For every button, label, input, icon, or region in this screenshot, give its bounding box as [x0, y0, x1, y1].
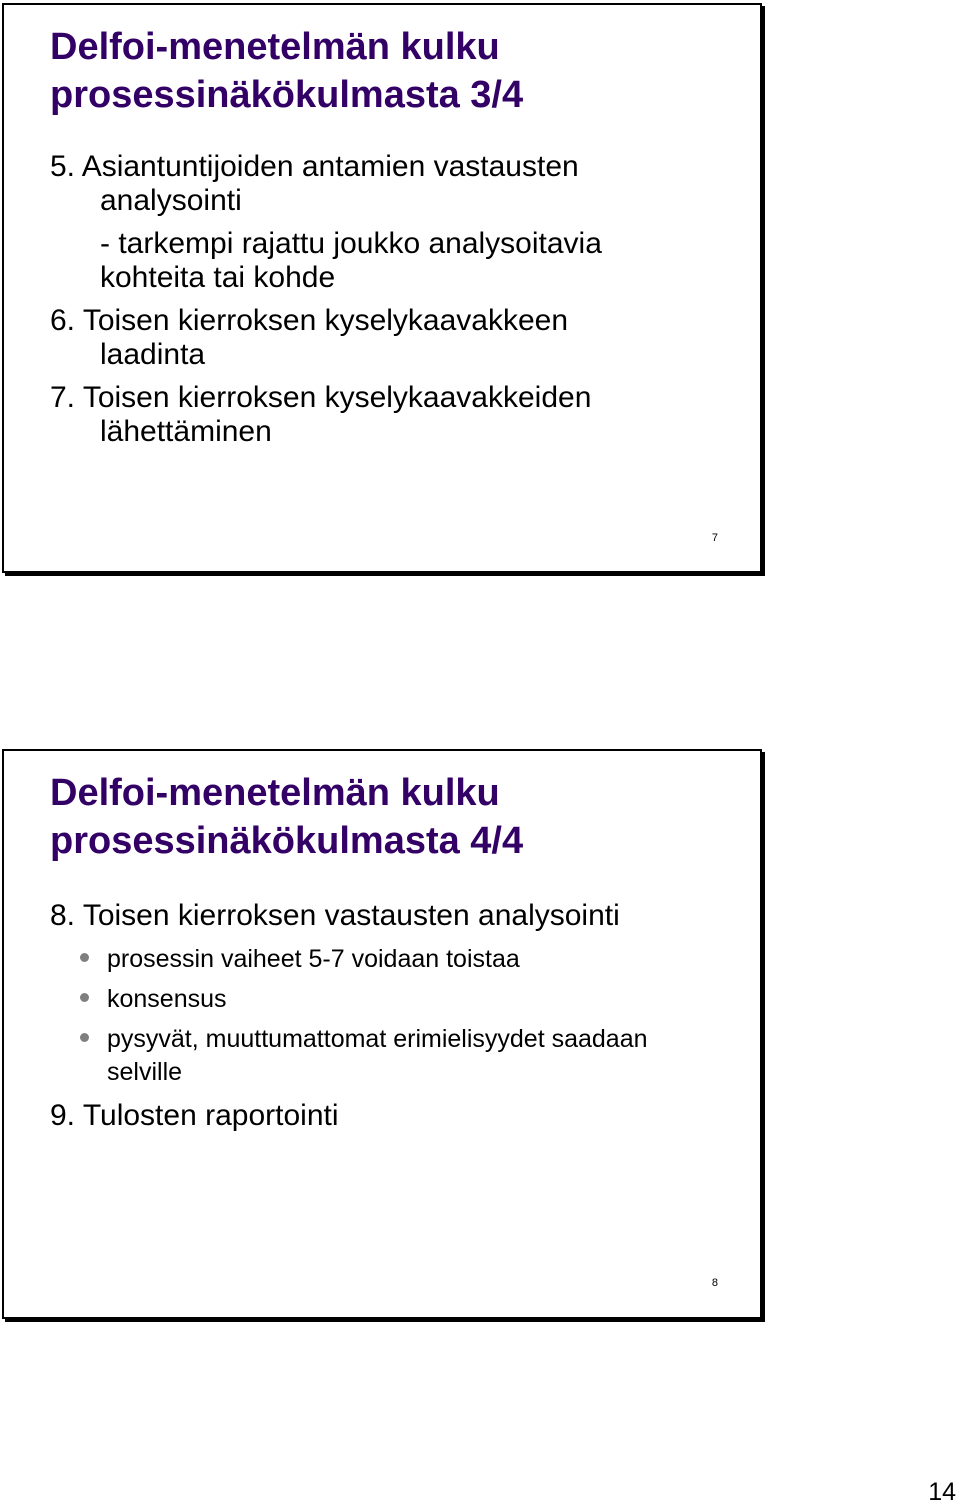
step-6-line-2: laadinta: [100, 338, 206, 371]
slide-8: [2, 749, 762, 1319]
bullet-dot-icon: [80, 993, 89, 1002]
step-5-line-1: 5. Asiantuntijoiden antamien vastausten: [50, 150, 579, 183]
title-line-1: Delfoi-menetelmän kulku: [50, 772, 500, 814]
step-9-line: 9. Tulosten raportointi: [50, 1099, 339, 1132]
step-8-line: 8. Toisen kierroksen vastausten analysointi: [50, 899, 620, 932]
bullet-item: prosessin vaiheet 5-7 voidaan toistaa: [107, 945, 520, 973]
title-line-2: prosessinäkökulmasta 3/4: [50, 74, 524, 116]
slide-number: 7: [711, 532, 718, 544]
bullet-dot-icon: [80, 1033, 89, 1042]
slide-number: 8: [711, 1277, 718, 1289]
step-5-sub-line-1: - tarkempi rajattu joukko analysoitavia: [100, 227, 602, 260]
page-number: 14: [928, 1478, 956, 1506]
step-5-line-2: analysointi: [100, 184, 242, 217]
bullet-item: pysyvät, muuttumattomat erimielisyydet saadaan: [107, 1025, 648, 1053]
bullet-item-continuation: selville: [107, 1058, 183, 1086]
title-line-1: Delfoi-menetelmän kulku: [50, 26, 500, 68]
bullet-item: konsensus: [107, 985, 227, 1013]
bullet-dot-icon: [80, 953, 89, 962]
step-7-line-1: 7. Toisen kierroksen kyselykaavakkeiden: [50, 381, 592, 414]
slide-title: [50, 23, 523, 119]
title-line-2: prosessinäkökulmasta 4/4: [50, 820, 524, 862]
slide-7: [2, 3, 762, 573]
step-6-line-1: 6. Toisen kierroksen kyselykaavakkeen: [50, 304, 569, 337]
step-5-sub-line-2: kohteita tai kohde: [100, 261, 336, 294]
step-7-line-2: lähettäminen: [100, 415, 272, 448]
slide-title: [50, 769, 523, 865]
